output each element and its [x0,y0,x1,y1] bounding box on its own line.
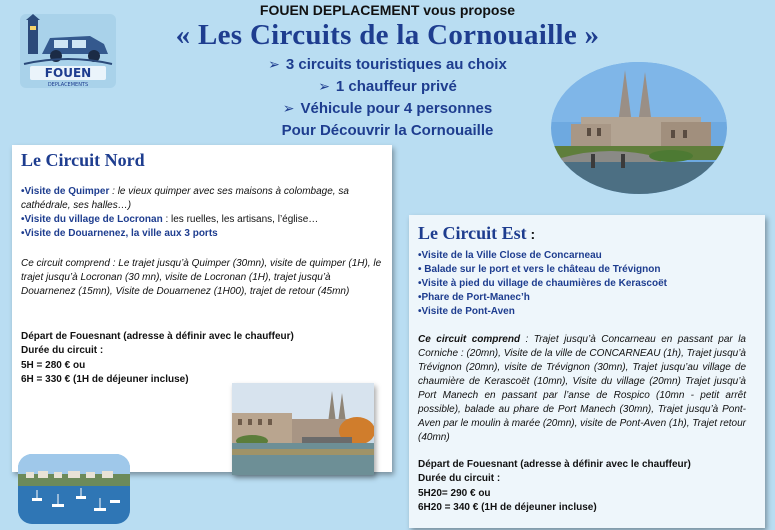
circuit-est-price-2: 6H20 = 340 € (1H de déjeuner incluse) [418,502,597,513]
list-item [21,213,383,227]
list-item: •Phare de Port-Manec’h [418,292,530,303]
quimper-photo [232,383,374,475]
circuit-nord-departure: Départ de Fouesnant (adresse à définir avec le chauffeur) [21,331,294,342]
tagline: Pour Découvrir la Cornouaille [281,122,494,139]
circuit-est-description [418,333,746,445]
visit-details: : le vieux quimper avec ses maisons à colombage, sa cathédrale, ses halles…) [21,186,349,211]
list-item: •Visite de la Ville Close de Concarneau [418,250,602,261]
circuit-est-title: Le Circuit Est [418,223,527,243]
list-item [21,185,383,213]
port-photo [18,454,130,524]
circuit-nord-description: Ce circuit comprend : Le trajet jusqu’à Quimper (30mn), visite de quimper (1H), le trajet jusqu’à Locronan (30 mn), visite de Locronan (1H), trajet jusqu’à Douarnenez (15mn), Visite de Douarnenez (1H00), trajet de retour (45mn) [21,258,382,297]
company-logo [20,14,116,88]
list-item: • Balade sur le port et vers le château de Trévignon [418,264,661,275]
circuit-est-card [409,215,765,528]
list-item: •Visite à pied du village de chaumières de Kerascoët [418,278,667,289]
arrow-bullet-icon: ➢ [268,56,280,72]
logo-text: FOUEN [44,66,92,80]
circuit-nord-price-1: 5H = 280 € ou [21,360,86,371]
description-label: Ce circuit comprend [418,334,521,345]
circuit-nord-title: Le Circuit Nord [21,150,145,170]
list-item: •Visite de Pont-Aven [418,306,515,317]
visit-name: •Visite de Quimper [21,186,110,197]
arrow-bullet-icon: ➢ [318,78,330,94]
circuit-est-departure: Départ de Fouesnant (adresse à définir avec le chauffeur) [418,459,691,470]
circuit-est-heading [418,223,535,244]
logo-subtext: DEPLACEMENTS [47,82,89,88]
feature-text: Véhicule pour 4 personnes [300,100,493,117]
list-item [21,227,383,241]
header-topline: FOUEN DEPLACEMENT vous propose [259,2,516,18]
feature-text: 3 circuits touristiques au choix [285,56,507,73]
circuit-est-price-1: 5H20= 290 € ou [418,488,491,499]
circuit-est-visits [418,249,758,319]
circuit-est-duration-label: Durée du circuit : [418,473,501,484]
circuit-nord-duration-label: Durée du circuit : [21,345,104,356]
circuit-nord-visits [21,185,383,241]
cathedral-photo [551,62,727,194]
title-suffix: : [526,226,536,242]
page-title: « Les Circuits de la Cornouaille » [175,19,600,51]
visit-name: •Visite du village de Locronan [21,214,163,225]
feature-text: 1 chauffeur privé [335,78,457,95]
visit-name: •Visite de Douarnenez, la ville aux 3 ports [21,228,218,239]
visit-details: : les ruelles, les artisans, l’église… [162,214,319,225]
arrow-bullet-icon: ➢ [282,100,295,116]
circuit-nord-price-2: 6H = 330 € (1H de déjeuner incluse) [21,374,189,385]
description-text: : Trajet jusqu’à Concarneau en passant par la Corniche : (20mn), Visite de la ville de CONCARNEAU (1h), Trajet jusqu’à Trévignon (20mn), visite de Trévignon (30mn), Trajet jusqu’au village de chaumière de Kerascoët (10mn), Visite du village (20mn) Trajet jusqu’à Port Manech en passant par l’anse de Rospico (10mn - petit arrêt possible), balade au phare de Port Manech (30mn), Trajet jusqu’à Pont-Aven par le moulin à marée (20mn), visite de Pont-Aven (1h), Trajet retour (40mn) [418,334,746,443]
